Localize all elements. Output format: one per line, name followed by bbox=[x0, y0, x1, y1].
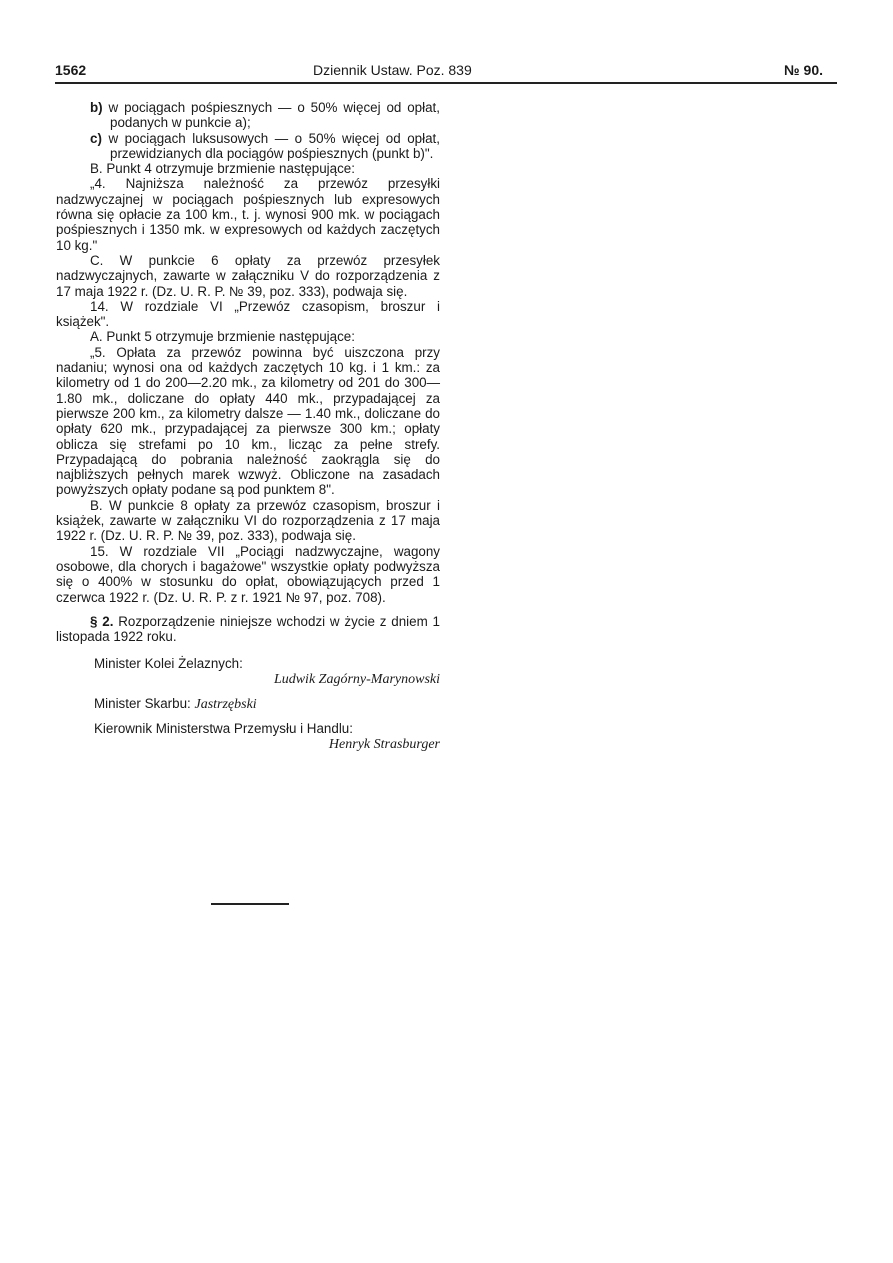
signature-role-3: Kierownik Ministerstwa Przemysłu i Handlu: bbox=[94, 721, 353, 737]
paragraph-14: 14. W rozdziale VI „Przewóz czasopism, broszur i książek". bbox=[56, 298, 440, 330]
signature-name-2: Jastrzębski bbox=[194, 696, 257, 712]
item-c-label: c) bbox=[90, 130, 102, 146]
signature-name-3: Henryk Strasburger bbox=[328, 736, 440, 752]
paragraph-point-4: „4. Najniższa należność za przewóz przesyłki nadzwyczajnej w pociągach pośpiesznych lub expresowych równa się opłacie za 100 km., t. j. wynosi 900 mk. w pociągach pośpiesznych i 1350 mk. w expresowych od każdych zaczętych 10 kg." bbox=[56, 176, 440, 253]
signature-role-1: Minister Kolei Żelaznych: bbox=[94, 656, 243, 672]
issue-number: № 90. bbox=[784, 62, 823, 78]
paragraph-b-heading: B. Punkt 4 otrzymuje brzmienie następujące: bbox=[90, 161, 355, 177]
journal-title: Dziennik Ustaw. Poz. 839 bbox=[313, 62, 472, 78]
signature-line-2 bbox=[56, 696, 440, 712]
item-b bbox=[56, 100, 440, 131]
text-column bbox=[56, 100, 440, 752]
paragraph-c: C. W punkcie 6 opłaty za przewóz przesyłek nadzwyczajnych, zawarte w załączniku V do rozporządzenia z 17 maja 1922 r. (Dz. U. R. P. № 39, poz. 333), podwaja się. bbox=[56, 252, 440, 299]
item-c bbox=[56, 131, 440, 162]
signature-role-2: Minister Skarbu: bbox=[94, 695, 191, 711]
section-2-label: § 2. bbox=[90, 613, 114, 629]
header-rule bbox=[55, 82, 837, 84]
end-rule bbox=[211, 903, 289, 905]
page-number: 1562 bbox=[55, 62, 87, 78]
item-c-text: w pociągach luksusowych — o 50% więcej od opłat, przewidzianych dla pociągów pośpiesznych (punkt b)". bbox=[108, 130, 440, 161]
paragraph-point-5: „5. Opłata za przewóz powinna być uiszczona przy nadaniu; wynosi ona od każdych zaczętych 10 kg. i 1 km.: za kilometry od 1 do 200—2.20 mk., za kilometry od 201 do 300—1.80 mk., doliczane do opłaty 440 mk., przypadającej za pierwsze 200 km., za kilometry dalsze — 1.40 mk., doliczane do opłaty 620 mk., przypadającej za pierwsze 300 km.; opłaty oblicza się strefami po 10 km., licząc za pełne strefy. Przypadającą do pobrania należność zaokrągla się do najbliższych pełnych marek wzwyż. Obliczone na zasadach powyższych opłaty podane są pod punktem 8". bbox=[56, 344, 440, 498]
item-b-text: w pociągach pośpiesznych — o 50% więcej od opłat, podanych w punkcie a); bbox=[108, 100, 440, 131]
page-header bbox=[55, 60, 835, 82]
paragraph-a-heading: A. Punkt 5 otrzymuje brzmienie następujące: bbox=[90, 329, 355, 345]
section-2-text: Rozporządzenie niniejsze wchodzi w życie z dniem 1 listopada 1922 roku. bbox=[56, 613, 440, 645]
signature-name-1: Ludwik Zagórny-Marynowski bbox=[273, 671, 440, 687]
paragraph-b-point-8: B. W punkcie 8 opłaty za przewóz czasopism, broszur i książek, zawarte w załączniku VI do rozporządzenia z 17 maja 1922 r. (Dz. U. R. P. № 39, poz. 333), podwaja się. bbox=[56, 497, 440, 544]
paragraph-15: 15. W rozdziale VII „Pociągi nadzwyczajne, wagony osobowe, dla chorych i bagażowe" wszystkie opłaty podwyższa się o 400% w stosunku do opłat, obowiązujących przed 1 czerwca 1922 r. (Dz. U. R. P. z r. 1921 № 97, poz. 708). bbox=[56, 543, 440, 605]
item-b-label: b) bbox=[90, 100, 103, 115]
section-2 bbox=[56, 614, 440, 645]
